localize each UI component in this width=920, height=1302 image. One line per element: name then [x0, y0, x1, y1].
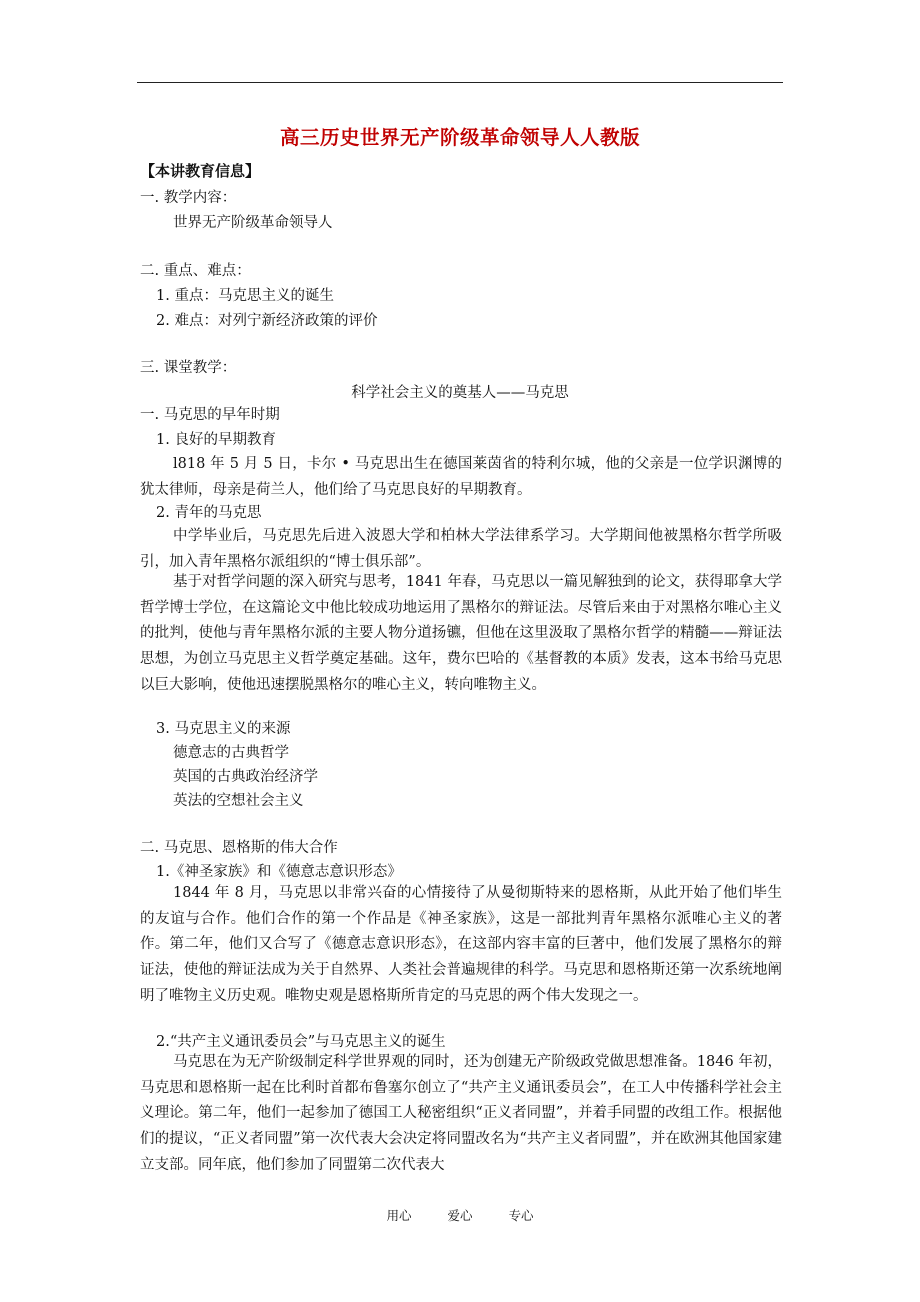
- part-2-paragraph-2: 马克思在为无产阶级制定科学世界观的同时，还为创建无产阶级政党做思想准备。1846 年初，马克思和恩格斯一起在比利时首都布鲁塞尔创立了“共产主义通讯委员会”，在工人中传播科学社会主义理论。第二年，他们一起参加了德国工人秘密组织“正义者同盟”，并着手同盟的改组工作。根据他们的提议，“正义者同盟”第一次代表大会决定将同盟改名为“共产主义者同盟”，并在欧洲其他国家建立支部。同年底，他们参加了同盟第二次代表大: [140, 1054, 782, 1173]
- part-1-sub-1: 1. 良好的早期教育: [156, 432, 276, 448]
- section-1-heading: 一. 教学内容：: [140, 190, 237, 206]
- part-1-paragraph-3: 基于对哲学问题的深入研究与思考，1841 年春，马克思以一篇见解独到的论文，获得耶拿大学哲学博士学位，在这篇论文中他比较成功地运用了黑格尔的辩证法。尽管后来由于对黑格尔唯心主义的批判，使他与青年黑格尔派的主要人物分道扬镳，但他在这里汲取了黑格尔哲学的精髓——辩证法思想，为创立马克思主义哲学奠定基础。这年，费尔巴哈的《基督教的本质》发表，这本书给马克思以巨大影响，使他迅速摆脱黑格尔的唯心主义，转向唯物主义。: [140, 574, 782, 693]
- footer-word-3: 专心: [508, 1208, 534, 1223]
- footer-word-1: 用心: [386, 1208, 412, 1223]
- source-item-2: 英国的古典政治经济学: [173, 769, 318, 785]
- part-1-paragraph-1: l818 年 5 月 5 日，卡尔 • 马克思出生在德国莱茵省的特利尔城，他的父亲是一位学识渊博的犹太律师，母亲是荷兰人，他们给了马克思良好的早期教育。: [140, 456, 782, 498]
- footer-word-2: 爱心: [447, 1208, 473, 1223]
- source-item-3: 英法的空想社会主义: [173, 793, 304, 809]
- section-1-body: 世界无产阶级革命领导人: [173, 215, 333, 231]
- part-2-sub-2: 2.“共产主义通讯委员会”与马克思主义的诞生: [156, 1034, 446, 1050]
- part-2-heading: 二. 马克思、恩格斯的伟大合作: [140, 840, 338, 856]
- difficult-point-item: 2. 难点：对列宁新经济政策的评价: [156, 313, 378, 329]
- part-1-sub-2: 2. 青年的马克思: [156, 505, 262, 521]
- part-1-sub-3: 3. 马克思主义的来源: [156, 721, 291, 737]
- page-footer: [0, 1206, 920, 1224]
- key-point-item: 1. 重点：马克思主义的诞生: [156, 288, 334, 304]
- header-rule: [137, 82, 783, 83]
- part-1-heading: 一. 马克思的早年时期: [140, 407, 280, 423]
- part-1-paragraph-2: 中学毕业后，马克思先后进入波恩大学和柏林大学法律系学习。大学期间他被黑格尔哲学所吸引，加入青年黑格尔派组织的“博士俱乐部”。: [140, 528, 782, 570]
- info-header: 【本讲教育信息】: [140, 162, 261, 180]
- source-item-1: 德意志的古典哲学: [173, 745, 289, 761]
- part-2-sub-1: 1.《神圣家族》和《德意志意识形态》: [156, 864, 402, 880]
- lesson-subtitle: 科学社会主义的奠基人——马克思: [351, 385, 569, 401]
- document-title: 高三历史世界无产阶级革命领导人人教版: [279, 126, 640, 149]
- part-2-paragraph-1: 1844 年 8 月，马克思以非常兴奋的心情接待了从曼彻斯特来的恩格斯，从此开始了他们毕生的友谊与合作。他们合作的第一个作品是《神圣家族》，这是一部批判青年黑格尔派唯心主义的著作。第二年，他们又合写了《德意志意识形态》，在这部内容丰富的巨著中，他们发展了黑格尔的辩证法，使他的辩证法成为关于自然界、人类社会普遍规律的科学。马克思和恩格斯还第一次系统地阐明了唯物主义历史观。唯物史观是恩格斯所肯定的马克思的两个伟大发现之一。: [140, 885, 782, 1004]
- section-2-heading: 二. 重点、难点：: [140, 263, 251, 279]
- section-3-heading: 三. 课堂教学：: [140, 360, 237, 376]
